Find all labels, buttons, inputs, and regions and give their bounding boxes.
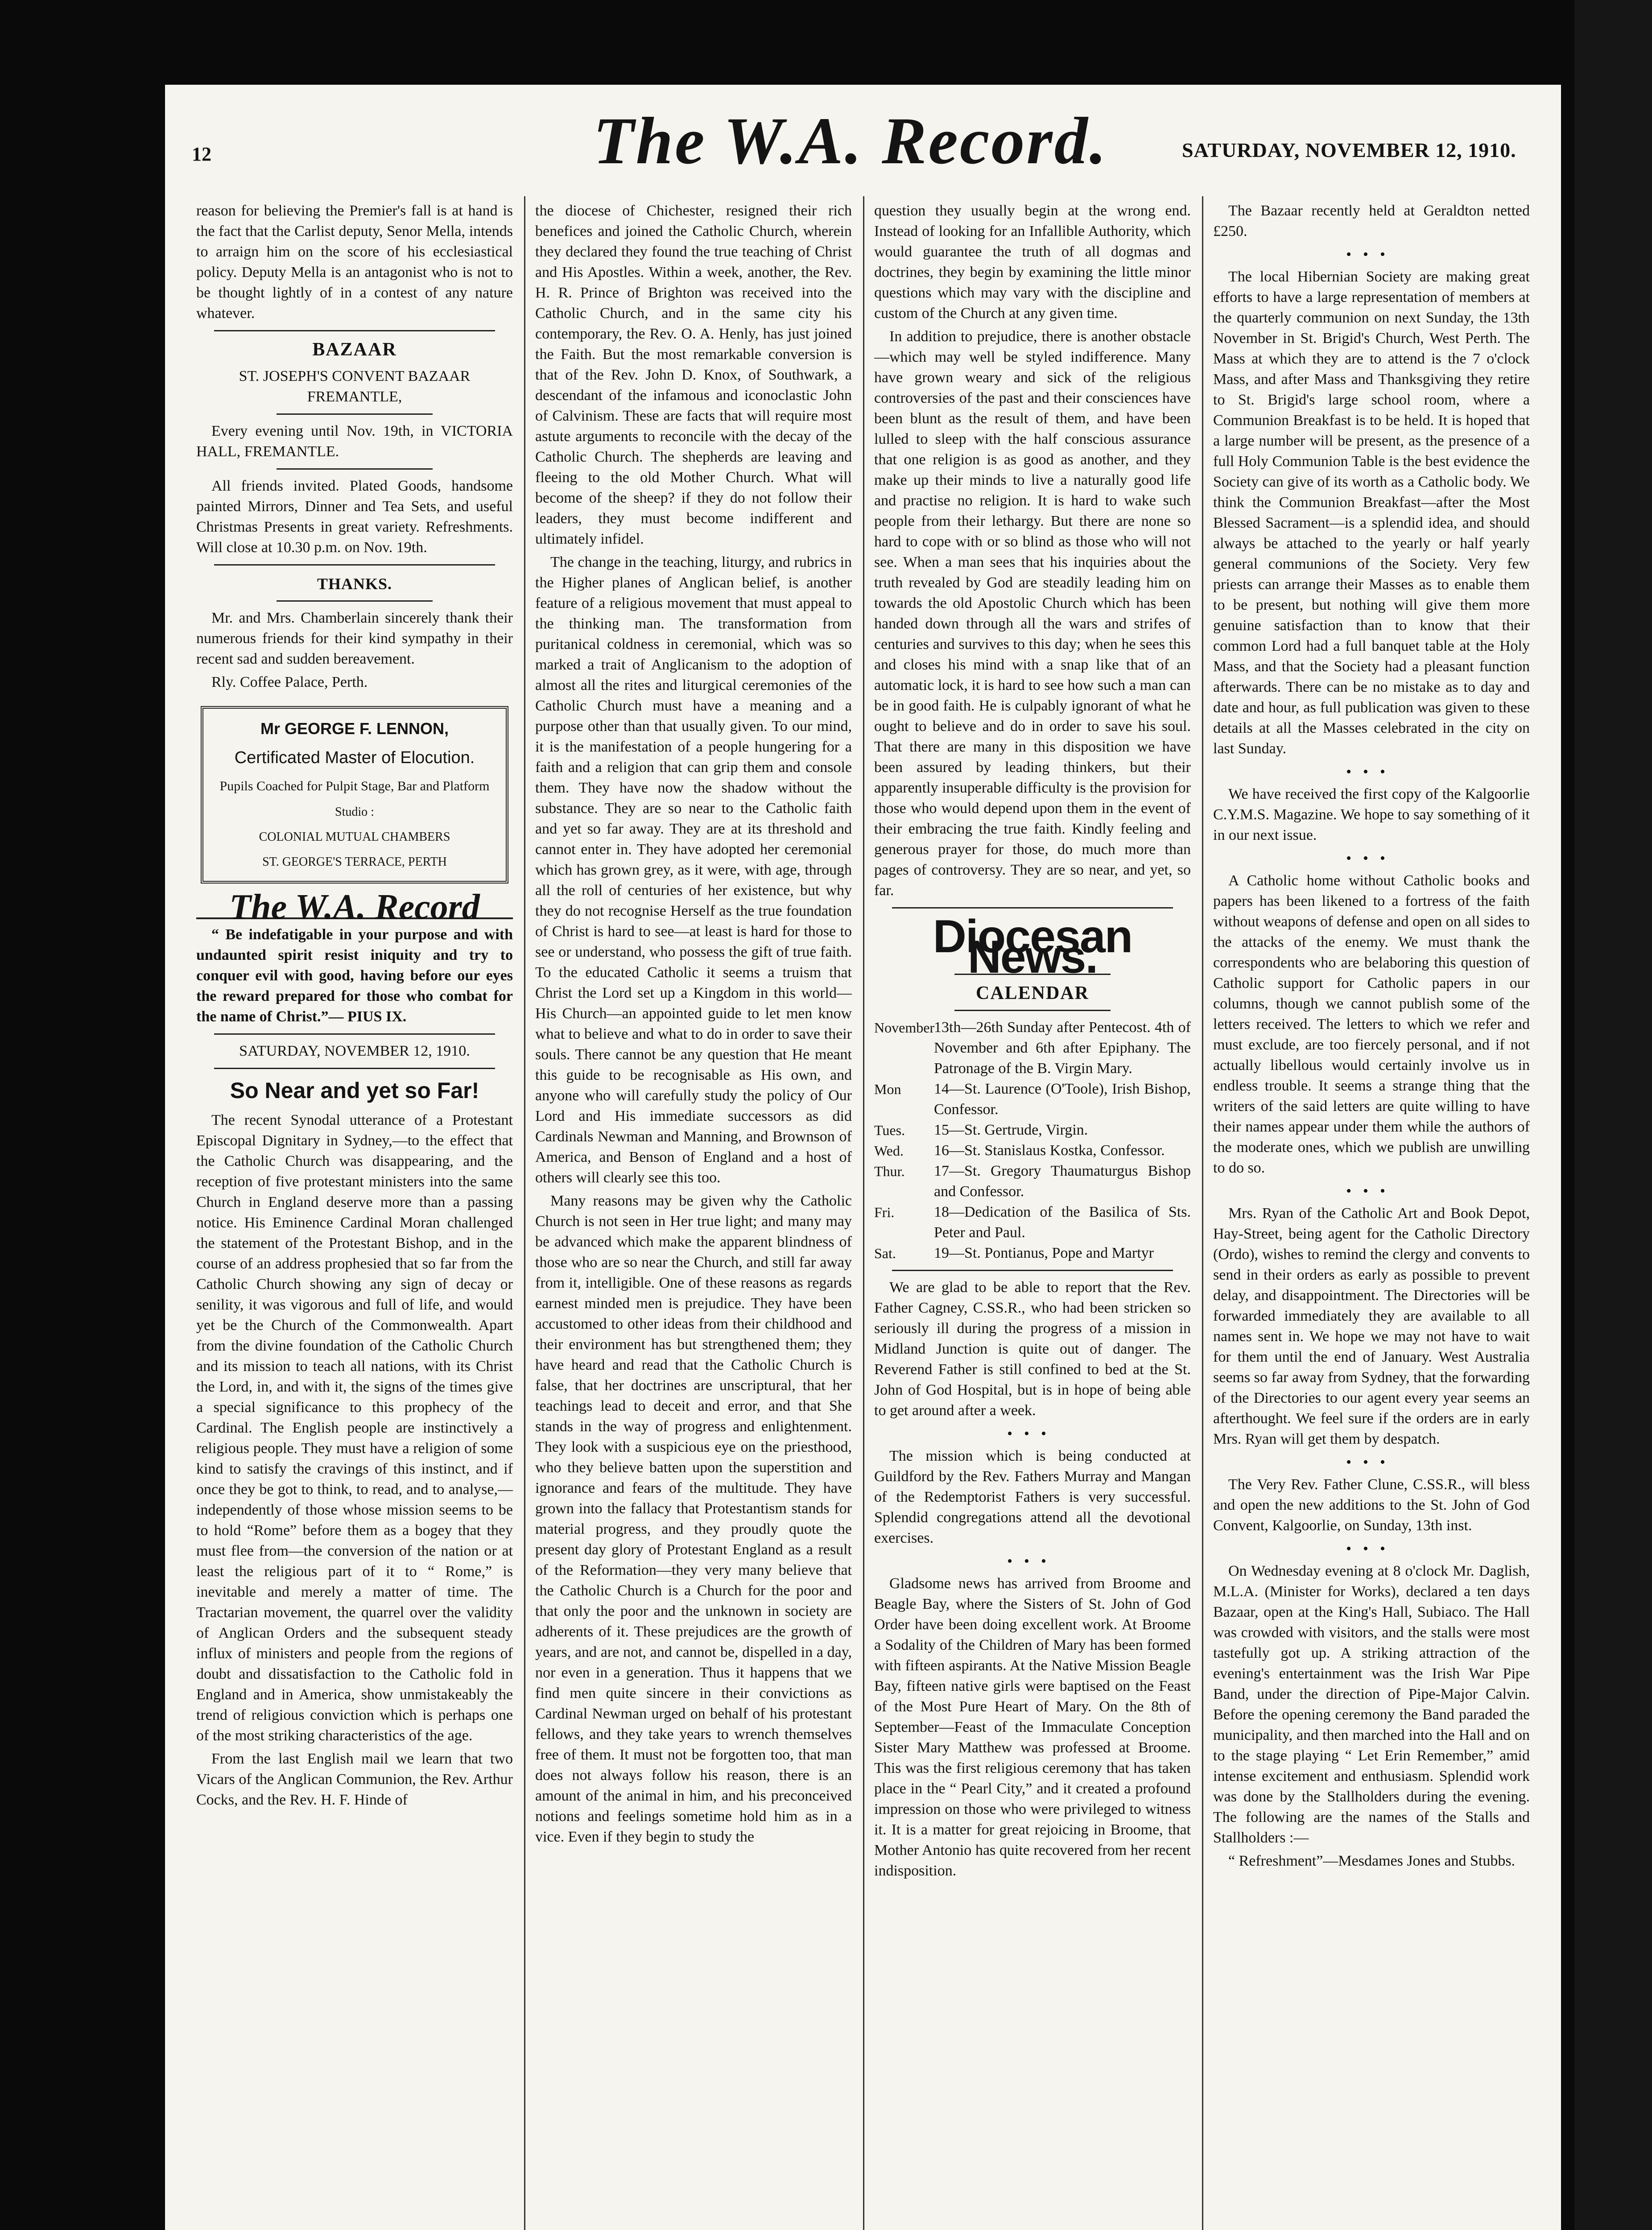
divider	[277, 413, 433, 415]
bazaar-body: All friends invited. Plated Goods, handsome painted Mirrors, Dinner and Tea Sets, and useful Christmas Presents in great variety. Refreshments. Will close at 10.30 p.m. on Nov. 19th.	[196, 478, 513, 556]
thanks-heading: THANKS.	[317, 575, 392, 593]
divider	[214, 330, 495, 331]
scan-border-strip	[1574, 0, 1652, 2230]
advert-name: Mr GEORGE F. LENNON,	[260, 719, 449, 738]
advert-studio-label: Studio :	[335, 805, 374, 819]
divider	[277, 600, 433, 602]
article-paragraph: Many reasons may be given why the Catholic Church is not seen in Her true light; and many may be advanced which make the apparent blindness of those who are so near the Church, and still far away from it, intelligible. One of these reasons as regards earnest minded men is prejudice. They have been accustomed to other ideas from their childhood and their environment has but strengthened them; they have heard and read that the Catholic Church is false, that her doctrines are unscriptural, that her teachings lead to deceit and error, and that She stands in the way of progress and enlightenment. They look with a suspicious eye on the priesthood, who they believe batten upon the superstition and ignorance and fears of the multitude. They have grown into the fallacy that Protestantism stands for material progress, and they proudly quote the present day glory of Protestant England as a result of the Reformation—they very many believe that the Catholic Church is a Church for the poor and that only the poor and the unknown in society are adherents of it. These prejudices are the growth of years, and are not, and cannot be, dispelled in a day, nor even in a generation. Thus it happens that we find men quite sincere in their convictions as Cardinal Newman urged on behalf of his protestant fellows, and they take years to wrench themselves free of them. It must not be forgotten too, that man does not always follow his reason, there is an amount of the animal in him, and his preconceived notions and feelings sometime hold him as in a vice. Even if they begin to study the	[535, 1193, 852, 1845]
calendar-entry: 18—Dedication of the Basilica of Sts. Peter and Paul.	[934, 1204, 1191, 1241]
divider	[277, 468, 433, 470]
article-paragraph: question they usually begin at the wrong end. Instead of looking for an Infallible Authority, which would guarantee the truth of all dogmas and doctrines, they begin by examining the little minor questions which may vary with the discipline and custom of the Church at any given time.	[874, 202, 1191, 322]
column-1	[196, 201, 513, 2230]
bazaar-schedule: Every evening until Nov. 19th, in VICTORIA HALL, FREMANTLE.	[196, 423, 513, 460]
news-item: “ Refreshment”—Mesdames Jones and Stubbs.	[1228, 1853, 1516, 1869]
news-item: The Bazaar recently held at Geraldton netted £250.	[1213, 202, 1530, 240]
section-dots: •••	[1346, 1540, 1397, 1557]
advert-studio-line-1: COLONIAL MUTUAL CHAMBERS	[259, 830, 450, 844]
column-rule	[863, 196, 864, 2230]
editorial-dateline: SATURDAY, NOVEMBER 12, 1910.	[239, 1043, 470, 1059]
advert-title: Certificated Master of Elocution.	[234, 748, 475, 767]
calendar-day: Tues.	[874, 1122, 905, 1138]
page-number: 12	[192, 143, 211, 165]
news-item: On Wednesday evening at 8 o'clock Mr. Daglish, M.L.A. (Minister for Works), declared a ten days Bazaar, open at the King's Hall, Subiaco. The Hall was crowded with visitors, and the stalls were most tastefully got up. A striking attraction of the evening's entertainment was the Irish War Pipe Band, under the direction of Pipe-Major Calvin. Before the opening ceremony the Band paraded the municipality, and then marched into the Hall and on to the stage playing “ Let Erin Remember,” amid intense excitement and enthusiasm. Splendid work was done by the Stallholders during the evening. The following are the names of the Stalls and Stallholders :—	[1213, 1563, 1530, 1846]
divider	[214, 1033, 495, 1035]
diocesan-news-heading: Diocesan News.	[933, 911, 1132, 983]
calendar-day: Wed.	[874, 1143, 904, 1159]
news-item: The Very Rev. Father Clune, C.SS.R., will bless and open the new additions to the St. John of God Convent, Kalgoorlie, on Sunday, 13th inst.	[1213, 1476, 1530, 1534]
divider	[892, 907, 1173, 909]
column-4	[1213, 201, 1530, 2230]
section-dots: •••	[1346, 1454, 1397, 1470]
section-dots: •••	[1346, 246, 1397, 263]
bazaar-heading: BAZAAR	[312, 339, 397, 360]
divider	[892, 1270, 1173, 1271]
calendar-day: Sat.	[874, 1245, 896, 1261]
news-item: A Catholic home without Catholic books and papers has been likened to a fortress of the faith without weapons of defense and open on all sides to the attacks of the enemy. We must thank the correspondents who are belaboring this question of Catholic support for Catholic papers in our columns, though we cannot publish some of the letters received. The letters to which we refer and must exclude, are too fiercely personal, and if not actually libellous would certainly involve us in endless trouble. It seems a strange thing that the writers of the said letters are quite willing to have their names appear under them while the authors of the moderate ones, which we publish are unwilling to do so.	[1213, 872, 1530, 1176]
section-dots: •••	[1346, 1183, 1397, 1199]
newspaper-page	[165, 85, 1561, 2230]
calendar-entry: 15—St. Gertrude, Virgin.	[934, 1122, 1088, 1138]
calendar-list	[874, 1017, 1191, 1264]
newspaper-masthead-title: The W.A. Record.	[593, 104, 1108, 178]
calendar-day: Thur.	[874, 1163, 905, 1179]
advert-services: Pupils Coached for Pulpit Stage, Bar and Platform	[219, 779, 490, 793]
editorial-masthead: The W.A. Record	[196, 897, 513, 919]
advert-studio-line-2: ST. GEORGE'S TERRACE, PERTH	[262, 855, 447, 869]
divider	[214, 1068, 495, 1069]
elocution-advert	[201, 706, 508, 884]
article-title: So Near and yet so Far!	[230, 1078, 479, 1103]
issue-date: SATURDAY, NOVEMBER 12, 1910.	[1182, 139, 1516, 161]
column-rule	[1202, 196, 1203, 2230]
thanks-signoff: Rly. Coffee Palace, Perth.	[211, 674, 368, 690]
thanks-body: Mr. and Mrs. Chamberlain sincerely thank their numerous friends for their kind sympathy in their recent sad and sudden bereavement.	[196, 610, 513, 667]
column-2	[535, 201, 852, 2230]
carryover-paragraph: reason for believing the Premier's fall is at hand is the fact that the Carlist deputy, Senor Mella, intends to arraign him on the score of his ecclesiastical policy. Deputy Mella is an antagonist who is not to be thought lightly of in a contest of any nature whatever.	[196, 202, 513, 322]
section-dots: •••	[1346, 850, 1397, 867]
article-paragraph: In addition to prejudice, there is another obstacle—which may well be styled indifference. Many have grown weary and sick of the religious controversies of the past and their consciences have been blunt as the result of them, and have been lulled to sleep with the half conscious assurance that one religion is as good as another, and they make up their minds to live a naturally good life and practise no religion. It is hard to wake such people from their lethargy. But there are none so hard to cope with or so blind as those who will not see. When a man sees that his inquiries about the truth revealed by God are steadily leading him on towards the old Apostolic Church which has been handed down through all the wars and strifes of centuries and survives to this day; when he sees this and closes his mind with a snap like that of an automatic lock, it is hard to see how such a man can be in good faith. He is culpably ignorant of what he ought to believe and do in order to save his soul. That there are many in this disposition we have been assured by leading thinkers, but their apparently insuperable difficulty is the provision for those who would depend upon them in the event of their embracing the true faith. Kindly feeling and generous prayer for those, do much more than pages of controversy. They are so near, and yet, so far.	[874, 328, 1191, 899]
article-paragraph: The change in the teaching, liturgy, and rubrics in the Higher planes of Anglican belief, is another feature of a religious movement that must appeal to the thinking man. The transformation from puritanical coldness in ceremonial, which was so marked a trait of Anglicanism to the adoption of almost all the rites and liturgical ceremonies of the Catholic Church must have a meaning and a purpose other than that usually given. To our mind, it is the manifestation of a people hungering for a faith and a religion that can grip them and console them. They have now the shadow without the substance. They are so near to the Catholic faith and yet so far away. They are at its threshold and cannot enter in. They have adopted her ceremonial which has grown grey, as it were, with age, through all the roll of centuries of her existence, but why they do not recognise Herself as the true foundation of Christ is hard to see—at least is hard for those to see or understand, who possess the gift of true faith. To the educated Catholic it seems a truism that Christ the Lord set up a Kingdom in this world—His Church—an appointed guide to let men know what to believe and what to do in order to save their souls. There cannot be any question that He meant this guide to be recognisable as His own, and anyone who will carefully study the policy of Our Lord and His immediate successors as did Cardinals Newman and Manning, and Brownson of America, and Benson of England and a host of others will clearly see this too.	[535, 554, 852, 1186]
article-paragraph: the diocese of Chichester, resigned their rich benefices and joined the Catholic Church, wherein they declared they found the true teaching of Christ and His Apostles. Within a week, another, the Rev. H. R. Prince of Brighton was received into the Catholic Church, and in the same city his contemporary, the Rev. O. A. Henly, has just joined the Faith. But the most remarkable conversion is that of the Rev. John D. Knox, of Southwark, a descendant of the infamous and iconoclastic John of Calvinism. These are facts that will require most astute arguments to reconcile with the decay of the Catholic Church. The shepherds are leaving and fleeing to the old Mother Church. What will become of the sheep? if they do not follow their leaders, they must become indifferent and ultimately infidel.	[535, 202, 852, 547]
section-dots: •••	[1007, 1425, 1058, 1442]
section-dots: •••	[1346, 764, 1397, 780]
divider	[214, 564, 495, 566]
calendar-entry: 16—St. Stanislaus Kostka, Confessor.	[934, 1142, 1165, 1159]
calendar-entry: 19—St. Pontianus, Pope and Martyr	[934, 1245, 1154, 1261]
column-3	[874, 201, 1191, 2230]
article-paragraph: The recent Synodal utterance of a Protestant Episcopal Dignitary in Sydney,—to the effect that the Catholic Church was disappearing, and the reception of five protestant ministers into the same Church in England deserve more than a passing notice. His Eminence Cardinal Moran challenged the statement of the Protestant Bishop, and in the course of an address prophesied that so far from the Catholic Church showing any sign of decay or senility, it was vigorous and full of life, and would yet be the Church of the Commonwealth. Apart from the divine foundation of the Catholic Church and its mission to teach all nations, with its Christ the Lord, in, and with it, the signs of the times give a special significance to this prophecy of the Cardinal. The English people are instinctively a religious people. They must have a religion of some kind to satisfy the cravings of this instinct, and if once they be got to think, to read, and to analyse,—independently of those whose mission seems to be to hold “Rome” before them as a bogey that they must flee from—the conversion of the nation or at least the religious part of it to “ Rome,” is inevitable and merely a matter of time. The Tractarian movement, the quarrel over the validity of Anglican Orders and the subsequent steady influx of ministers and people from the regions of doubt and dissatisfaction to the Catholic fold in England and in America, show unmistakeably the trend of religious conviction which is perhaps one of the most striking characteristics of the age.	[196, 1112, 513, 1744]
section-dots: •••	[1007, 1553, 1058, 1569]
motto-quote: “ Be indefatigable in your purpose and with undaunted spirit resist iniquity and try to conquer evil with good, having before our eyes the reward prepared for those who combat for the name of Christ.”— PIUS IX.	[196, 926, 513, 1025]
bazaar-subheading: ST. JOSEPH'S CONVENT BAZAAR FREMANTLE,	[239, 368, 471, 405]
calendar-day: Fri.	[874, 1204, 895, 1220]
article-paragraph: From the last English mail we learn that two Vicars of the Anglican Communion, the Rev. Arthur Cocks, and the Rev. H. F. Hinde of	[196, 1751, 513, 1808]
news-item: Gladsome news has arrived from Broome and Beagle Bay, where the Sisters of St. John of God Order have been doing excellent work. At Broome a Sodality of the Children of Mary has been formed with fifteen aspirants. At the Native Mission Beagle Bay, fifteen native girls were baptised on the Feast of the Most Pure Heart of Mary. On the 8th of September—Feast of the Immaculate Conception Sister Mary Matthew was professed at Broome. This was the first religious ceremony that has taken place in the “ Pearl City,” and it created a profound impression on those who were privileged to witness it. It is a matter for great rejoicing in Broome, that Mother Antonio has quite recovered from her recent indisposition.	[874, 1575, 1191, 1879]
news-item: The mission which is being conducted at Guildford by the Rev. Fathers Murray and Mangan of the Redemptorist Fathers is very successful. Splendid congregations attend all the devotional exercises.	[874, 1448, 1191, 1546]
column-rule	[524, 196, 525, 2230]
news-item: We are glad to be able to report that the Rev. Father Cagney, C.SS.R., who had been stricken so seriously ill during the progress of a mission in Midland Junction is quite out of danger. The Reverend Father is still confined to bed at the St. John of God Hospital, but is in hope of being able to get around after a week.	[874, 1279, 1191, 1419]
calendar-heading: CALENDAR	[975, 983, 1089, 1004]
calendar-entry: 13th—26th Sunday after Pentecost. 4th of November and 6th after Epiphany. The Patronage of the B. Virgin Mary.	[934, 1019, 1191, 1077]
calendar-entry: 14—St. Laurence (O'Toole), Irish Bishop, Confessor.	[934, 1081, 1191, 1118]
news-item: Mrs. Ryan of the Catholic Art and Book Depot, Hay-Street, being agent for the Catholic Directory (Ordo), wishes to remind the clergy and convents to send in their orders as early as possible to prevent delay, and disappointment. The Directories will be forwarded immediately they are available to all names sent in. We hope we may not have to wait for them until the end of January. West Australia seems so far away from Sydney, that the forwarding of the Directories to our agent every year seems an afterthought. We feel sure if the orders are in early Mrs. Ryan will get them by despatch.	[1213, 1205, 1530, 1447]
calendar-entry: 17—St. Gregory Thaumaturgus Bishop and Confessor.	[934, 1163, 1191, 1200]
calendar-day: November	[874, 1020, 935, 1036]
divider	[954, 1010, 1111, 1011]
news-item: We have received the first copy of the Kalgoorlie C.Y.M.S. Magazine. We hope to say something of it in our next issue.	[1213, 786, 1530, 843]
calendar-day: Mon	[874, 1081, 901, 1097]
news-item: The local Hibernian Society are making great efforts to have a large representation of members at the quarterly communion on next Sunday, the 13th November in St. Brigid's Church, West Perth. The Mass at which they are to attend is the 7 o'clock Mass, and after Mass and Thanksgiving they retire to St. Brigid's large school room, where a Communion Breakfast is to be held. It is hoped that a large number will be present, as the presence of a full Holy Communion Table is the best evidence the Society can give of its worth as a Catholic body. We think the Communion Breakfast—after the Most Blessed Sacrament—is a splendid idea, and should always be attached to the yearly or half yearly general communions of the Society. Very few priests can arrange their Masses as to enable them to be present, but nothing will give them more genuine satisfaction than to know that their common Lord had a full banquet table at the Holy Mass, and that the Society had a pleasant function afterwards. There can be no mistake as to day and date and hour, as full publication was given to these details at all the Masses celebrated in the city on last Sunday.	[1213, 268, 1530, 757]
